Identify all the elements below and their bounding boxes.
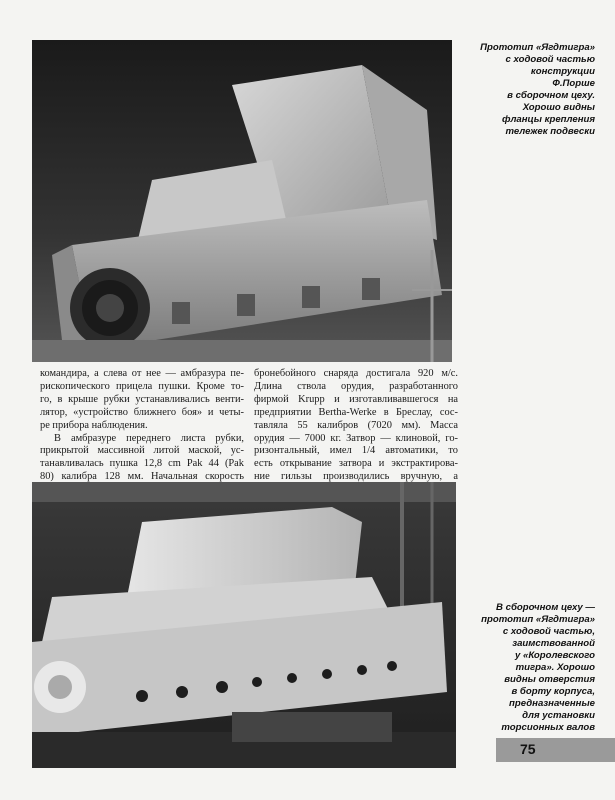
- photo-top-image: [32, 40, 452, 362]
- caption-bottom: [460, 602, 595, 734]
- caption-bottom-line: в борту корпуса,: [511, 686, 595, 697]
- caption-top-line: в сборочном цеху.: [507, 90, 595, 101]
- caption-bottom-line: заимствованной: [512, 638, 595, 649]
- caption-top-line: с ходовой частью: [505, 54, 595, 65]
- caption-bottom-line: прототип «Ягдтигра»: [481, 614, 595, 625]
- body-line: тавляла 55 калибров (7020 мм). Масса: [254, 419, 458, 431]
- caption-bottom-line: с ходовой частью,: [502, 626, 595, 637]
- caption-top-line: Прототип «Ягдтигра»: [480, 42, 595, 53]
- photo-bottom-image: [32, 482, 456, 768]
- body-line: танавливалась пушка 12,8 cm Pak 44 (Pak: [40, 458, 244, 470]
- body-line: прикрытой массивной литой маской, ус-: [40, 445, 244, 457]
- body-line: командира, а слева от нее — амбразура пе-: [40, 368, 244, 379]
- page-number: 75: [520, 741, 536, 757]
- caption-top-line: тележек подвески: [505, 126, 595, 137]
- body-line: ние гильзы производились вручную, а: [254, 471, 458, 483]
- body-line: орудия — 7000 кг. Затвор — клиновой, го-: [254, 432, 458, 444]
- body-line: есть открывание затвора и экстрактирова-: [254, 458, 458, 470]
- page-number-band: [496, 738, 615, 762]
- body-line: ре прибора наблюдения.: [40, 419, 148, 431]
- caption-bottom-line: торсионных валов: [501, 722, 595, 733]
- body-line: предприятии Bertha-Werke в Бреслау, сос-: [254, 406, 458, 418]
- body-line: Длина ствола орудия, разработанного: [254, 380, 458, 392]
- photo-prototype-porsche-chassis: [32, 40, 452, 362]
- caption-bottom-line: В сборочном цеху —: [496, 602, 595, 613]
- body-line: бронебойного снаряда достигала 920 м/с.: [254, 368, 458, 379]
- body-line: ризонтальный, имел 1/4 автоматики, то: [254, 445, 458, 457]
- caption-top-line: фланцы крепления: [501, 114, 595, 125]
- body-line: В амбразуре переднего листа рубки,: [54, 432, 244, 444]
- body-line: го, в крыше рубки устанавливались венти-: [40, 393, 244, 405]
- body-line: 80) калибра 128 мм. Начальная скорость: [40, 471, 244, 483]
- body-line: фирмой Krupp и изготавливавшегося на: [254, 393, 458, 405]
- caption-top: [460, 42, 595, 138]
- caption-bottom-line: у «Королевского: [515, 650, 595, 661]
- photo-prototype-assembly-shop: [32, 482, 456, 768]
- caption-bottom-line: для установки: [522, 710, 595, 721]
- caption-top-line: конструкции: [530, 66, 595, 77]
- body-column-right: [254, 368, 458, 484]
- body-column-left: [40, 368, 244, 484]
- caption-top-line: Ф.Порше: [552, 78, 595, 89]
- body-line: рископического прицела пушки. Кроме то-: [40, 380, 244, 392]
- caption-bottom-line: видны отверстия: [504, 674, 595, 685]
- body-line: лятор, «устройство ближнего боя» и четы-: [40, 406, 244, 418]
- caption-bottom-line: предназначенные: [509, 698, 595, 709]
- caption-bottom-line: тигра». Хорошо: [515, 662, 595, 673]
- caption-top-line: Хорошо видны: [522, 102, 595, 113]
